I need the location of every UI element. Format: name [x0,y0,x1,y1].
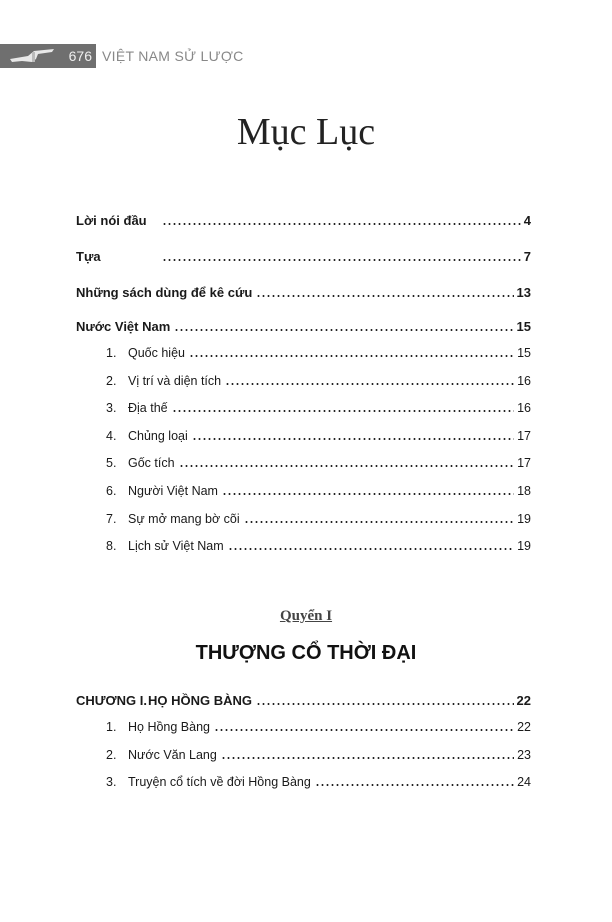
dot-leader [172,410,514,412]
dot-leader [189,355,514,357]
entry-label: Những sách dùng để kê cứu [76,285,253,300]
entry-label: Chủng loại [128,428,188,443]
entry-page: 22 [516,693,531,708]
toc-subentry [106,456,531,470]
entry-number: 6. [106,484,117,498]
entry-number: 4. [106,428,117,443]
toc-entry [76,285,531,300]
chapter-label: CHƯƠNG I. [76,693,147,708]
page-title: Mục Lục [236,111,376,153]
entry-label: Quốc hiệu [128,346,185,360]
toc-subentry [106,748,531,762]
toc-subentry [106,346,531,360]
entry-page: 7 [523,249,531,264]
entry-label: Địa thế [128,401,168,416]
entry-label: Vị trí và diện tích [128,373,222,388]
entry-number: 2. [106,373,117,388]
entry-label: Nước Việt Nam [76,319,171,334]
entry-page: 22 [517,720,531,734]
entry-number: 3. [106,775,117,789]
toc-entry [76,319,531,334]
toc-subentry [106,401,531,415]
dot-leader [162,259,521,261]
entry-page: 15 [516,319,531,334]
entry-page: 23 [517,747,531,762]
entry-number: 5. [106,456,117,471]
page-number: 676 [68,48,92,64]
entry-label: Lời nói đầu [76,213,147,228]
entry-page: 17 [517,428,531,443]
dot-leader [192,438,514,440]
entry-label: Nước Văn Lang [128,747,217,762]
entry-label: Gốc tích [128,456,175,471]
entry-number: 2. [106,747,117,762]
chapter-name: HỌ HỒNG BÀNG [148,693,252,708]
dot-leader [256,295,513,297]
dot-leader [221,757,514,759]
book-heading: Quyển I [279,608,333,624]
entry-label: Truyện cổ tích về đời Hồng Bàng [128,775,311,789]
era-heading: THƯỢNG CỔ THỜI ĐẠI [195,642,417,664]
entry-number: 3. [106,401,117,416]
toc-subentry [106,484,531,498]
toc-entry [76,213,531,228]
dot-leader [222,493,514,495]
entry-page: 19 [517,539,531,554]
toc-subentry [106,775,531,789]
dot-leader [214,729,514,731]
entry-number: 1. [106,346,117,360]
dot-leader [225,383,514,385]
entry-number: 7. [106,511,117,526]
dot-leader [174,329,513,331]
entry-number: 1. [106,720,117,734]
entry-page: 18 [517,484,531,498]
toc-subentry [106,539,531,553]
dot-leader [228,548,514,550]
chapter-entry [76,693,531,708]
dot-leader [256,703,514,705]
entry-page: 19 [517,511,531,526]
entry-label: Người Việt Nam [128,484,218,498]
toc-subentry [106,512,531,526]
dot-leader [244,521,514,523]
running-header [0,44,244,68]
toc-entry [76,249,531,264]
toc-subentry [106,429,531,443]
book-emblem-icon [8,47,58,65]
entry-number: 8. [106,539,117,554]
toc-subentry [106,720,531,734]
entry-label: Tựa [76,249,101,264]
dot-leader [162,223,521,225]
entry-page: 16 [517,401,531,416]
entry-label: Sự mở mang bờ cõi [128,511,240,526]
toc-subentry [106,374,531,388]
header-band [0,44,96,68]
entry-page: 24 [517,775,531,789]
dot-leader [315,784,514,786]
entry-page: 4 [523,213,531,228]
entry-page: 17 [517,456,531,471]
entry-label: Họ Hồng Bàng [128,720,211,734]
entry-page: 13 [516,285,531,300]
entry-page: 15 [517,346,531,360]
entry-page: 16 [517,373,531,388]
book-title: VIỆT NAM SỬ LƯỢC [102,48,244,64]
entry-label: Lịch sử Việt Nam [128,539,224,554]
dot-leader [179,465,515,467]
